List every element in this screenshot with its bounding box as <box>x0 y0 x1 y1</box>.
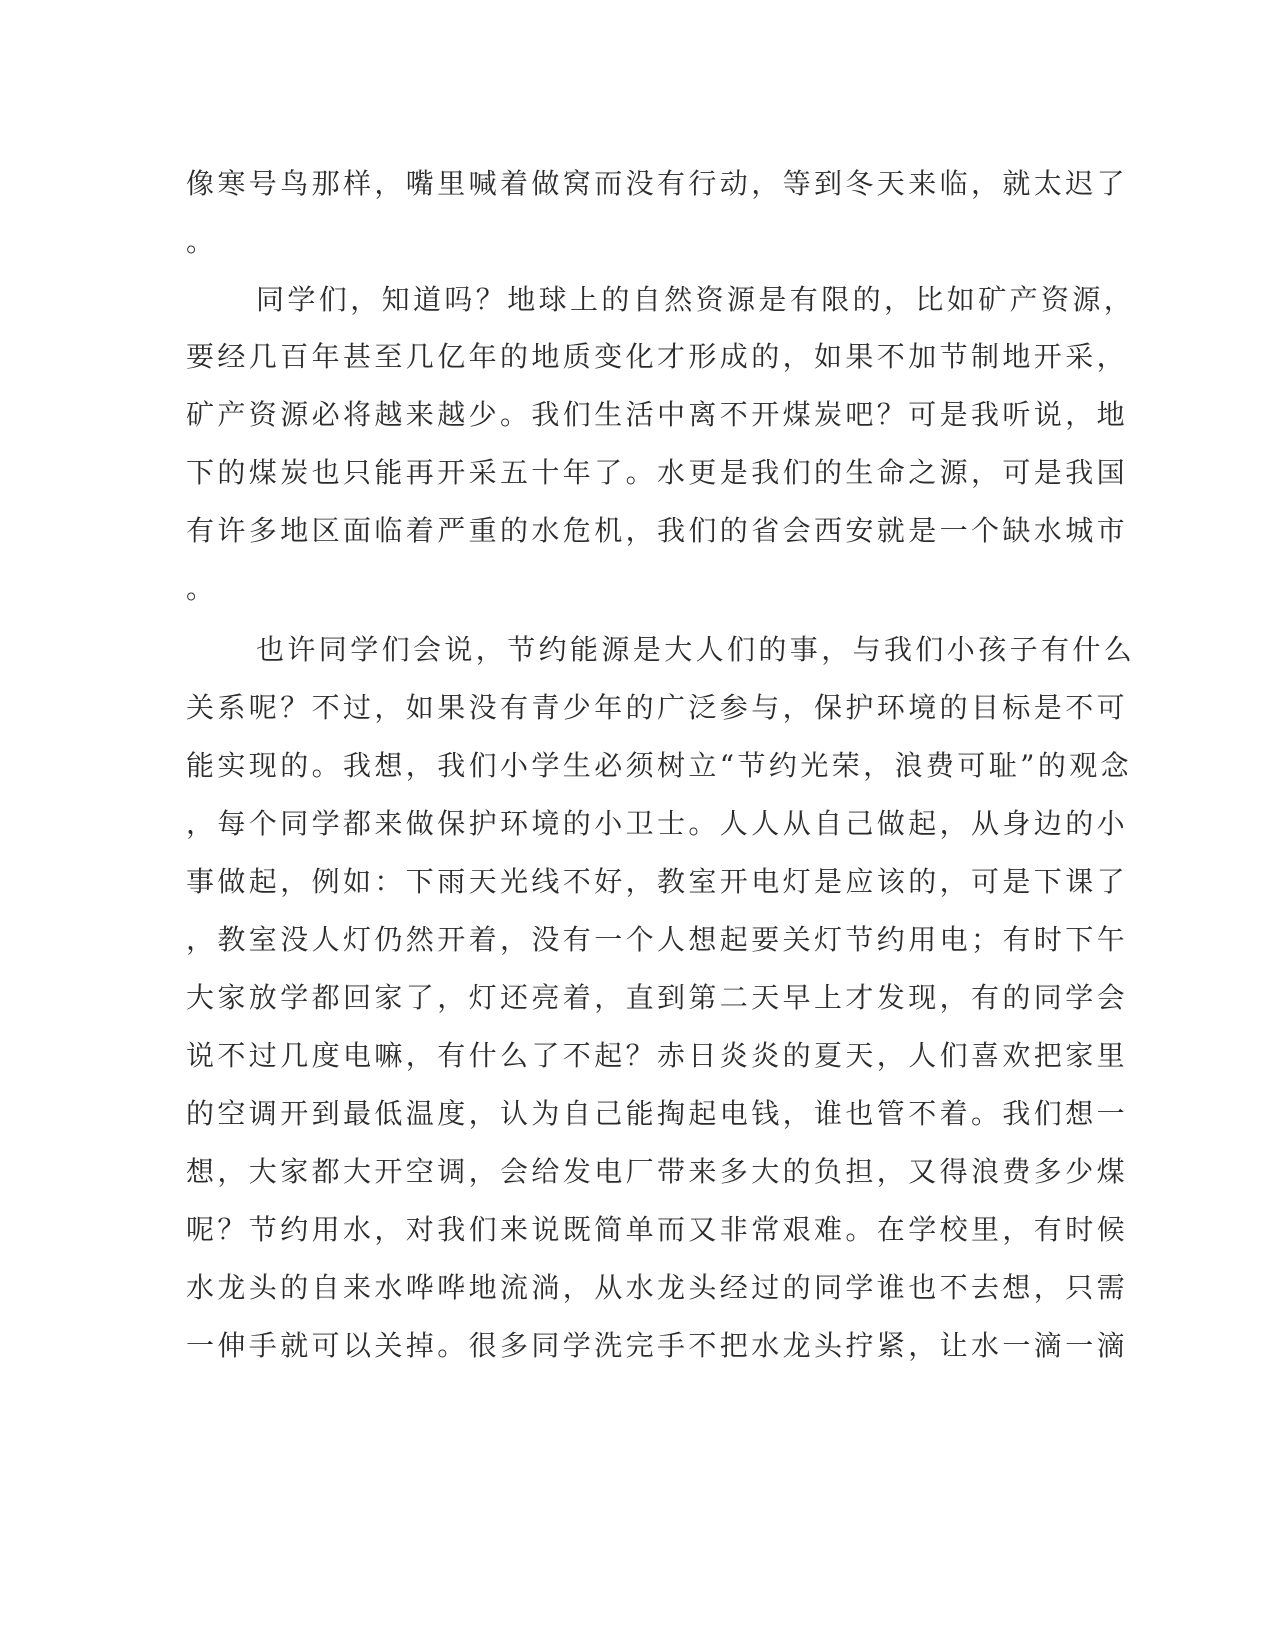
text-line: 想，大家都大开空调，会给发电厂带来多大的负担，又得浪费多少煤 <box>186 1155 1129 1188</box>
text-line: 事做起，例如：下雨天光线不好，教室开电灯是应该的，可是下课了 <box>186 865 1129 898</box>
text-line: ，教室没人灯仍然开着，没有一个人想起要关灯节约用电；有时下午 <box>186 923 1129 956</box>
text-line: 也许同学们会说，节约能源是大人们的事，与我们小孩子有什么 <box>256 633 1136 666</box>
text-line: 说不过几度电嘛，有什么了不起？赤日炎炎的夏天，人们喜欢把家里 <box>186 1039 1129 1072</box>
text-line: 下的煤炭也只能再开采五十年了。水更是我们的生命之源，可是我国 <box>186 456 1129 489</box>
text-line: 同学们，知道吗？地球上的自然资源是有限的，比如矿产资源， <box>256 283 1136 316</box>
text-line: 大家放学都回家了，灯还亮着，直到第二天早上才发现，有的同学会 <box>186 981 1129 1014</box>
text-line: 水龙头的自来水哗哗地流淌，从水龙头经过的同学谁也不去想，只需 <box>186 1271 1129 1304</box>
text-line: 一伸手就可以关掉。很多同学洗完手不把水龙头拧紧，让水一滴一滴 <box>186 1329 1129 1362</box>
text-line: ，每个同学都来做保护环境的小卫士。人人从自己做起，从身边的小 <box>186 807 1129 840</box>
text-line: 像寒号鸟那样，嘴里喊着做窝而没有行动，等到冬天来临，就太迟了 <box>186 167 1129 200</box>
text-line: 要经几百年甚至几亿年的地质变化才形成的，如果不加节制地开采， <box>186 340 1129 373</box>
text-line: 有许多地区面临着严重的水危机，我们的省会西安就是一个缺水城市 <box>186 514 1129 547</box>
text-line: 关系呢？不过，如果没有青少年的广泛参与，保护环境的目标是不可 <box>186 691 1129 724</box>
text-line: 。 <box>186 572 218 605</box>
text-line: 。 <box>186 225 218 258</box>
text-line: 矿产资源必将越来越少。我们生活中离不开煤炭吧？可是我听说，地 <box>186 398 1129 431</box>
text-line: 呢？节约用水，对我们来说既简单而又非常艰难。在学校里，有时候 <box>186 1213 1129 1246</box>
text-line: 的空调开到最低温度，认为自己能掏起电钱，谁也管不着。我们想一 <box>186 1097 1129 1130</box>
text-line: 能实现的。我想，我们小学生必须树立“节约光荣，浪费可耻”的观念 <box>186 749 1133 782</box>
